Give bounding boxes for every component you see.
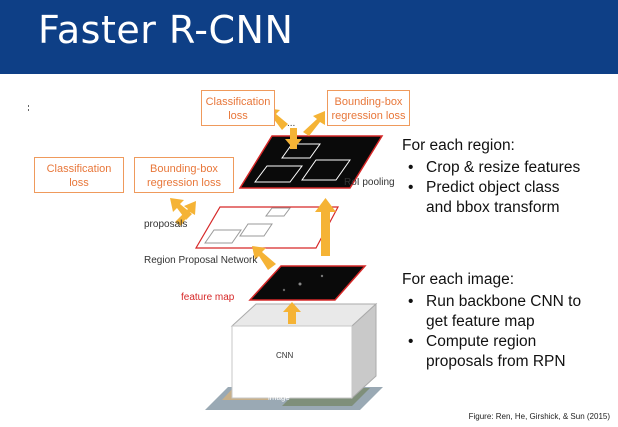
feature-map-plane bbox=[250, 266, 365, 300]
region-heading: For each region: bbox=[402, 137, 515, 154]
top-bbox-loss-box bbox=[327, 90, 410, 126]
top-classification-loss-box bbox=[201, 90, 275, 126]
figure-caption: Figure: Ren, He, Girshick, & Sun (2015) bbox=[468, 412, 610, 421]
mid-classification-loss-box bbox=[34, 157, 124, 193]
cnn-block bbox=[232, 304, 376, 398]
feature-map-label: feature map bbox=[181, 292, 235, 303]
slide-title: Faster R-CNN bbox=[38, 8, 294, 52]
image-bullet: • Compute region proposals from RPN bbox=[402, 332, 614, 372]
top-classification-loss-label: Classification loss bbox=[205, 96, 271, 122]
proposals-plane bbox=[196, 207, 338, 248]
region-bullet: • Crop & resize features bbox=[402, 158, 614, 178]
arrow-roi-right bbox=[303, 111, 325, 136]
proposals-label: proposals bbox=[144, 219, 188, 230]
rpn-label: Region Proposal Network bbox=[144, 255, 258, 266]
ellipsis: ... bbox=[287, 118, 296, 129]
mid-bbox-loss-label: Bounding-box regression loss bbox=[147, 163, 221, 189]
cnn-label: CNN bbox=[276, 351, 294, 360]
region-section bbox=[402, 136, 614, 218]
top-bbox-loss-label: Bounding-box regression loss bbox=[331, 96, 406, 122]
image-heading: For each image: bbox=[402, 271, 514, 288]
image-section bbox=[402, 270, 614, 372]
image-label: image bbox=[268, 393, 290, 402]
region-bullet: • Predict object class and bbox transform bbox=[402, 178, 614, 218]
mid-classification-loss-label: Classification loss bbox=[46, 163, 112, 189]
roi-pooling-label: RoI pooling bbox=[344, 177, 395, 188]
image-bullet: • Run backbone CNN to get feature map bbox=[402, 292, 614, 332]
mid-bbox-loss-box bbox=[134, 157, 234, 193]
